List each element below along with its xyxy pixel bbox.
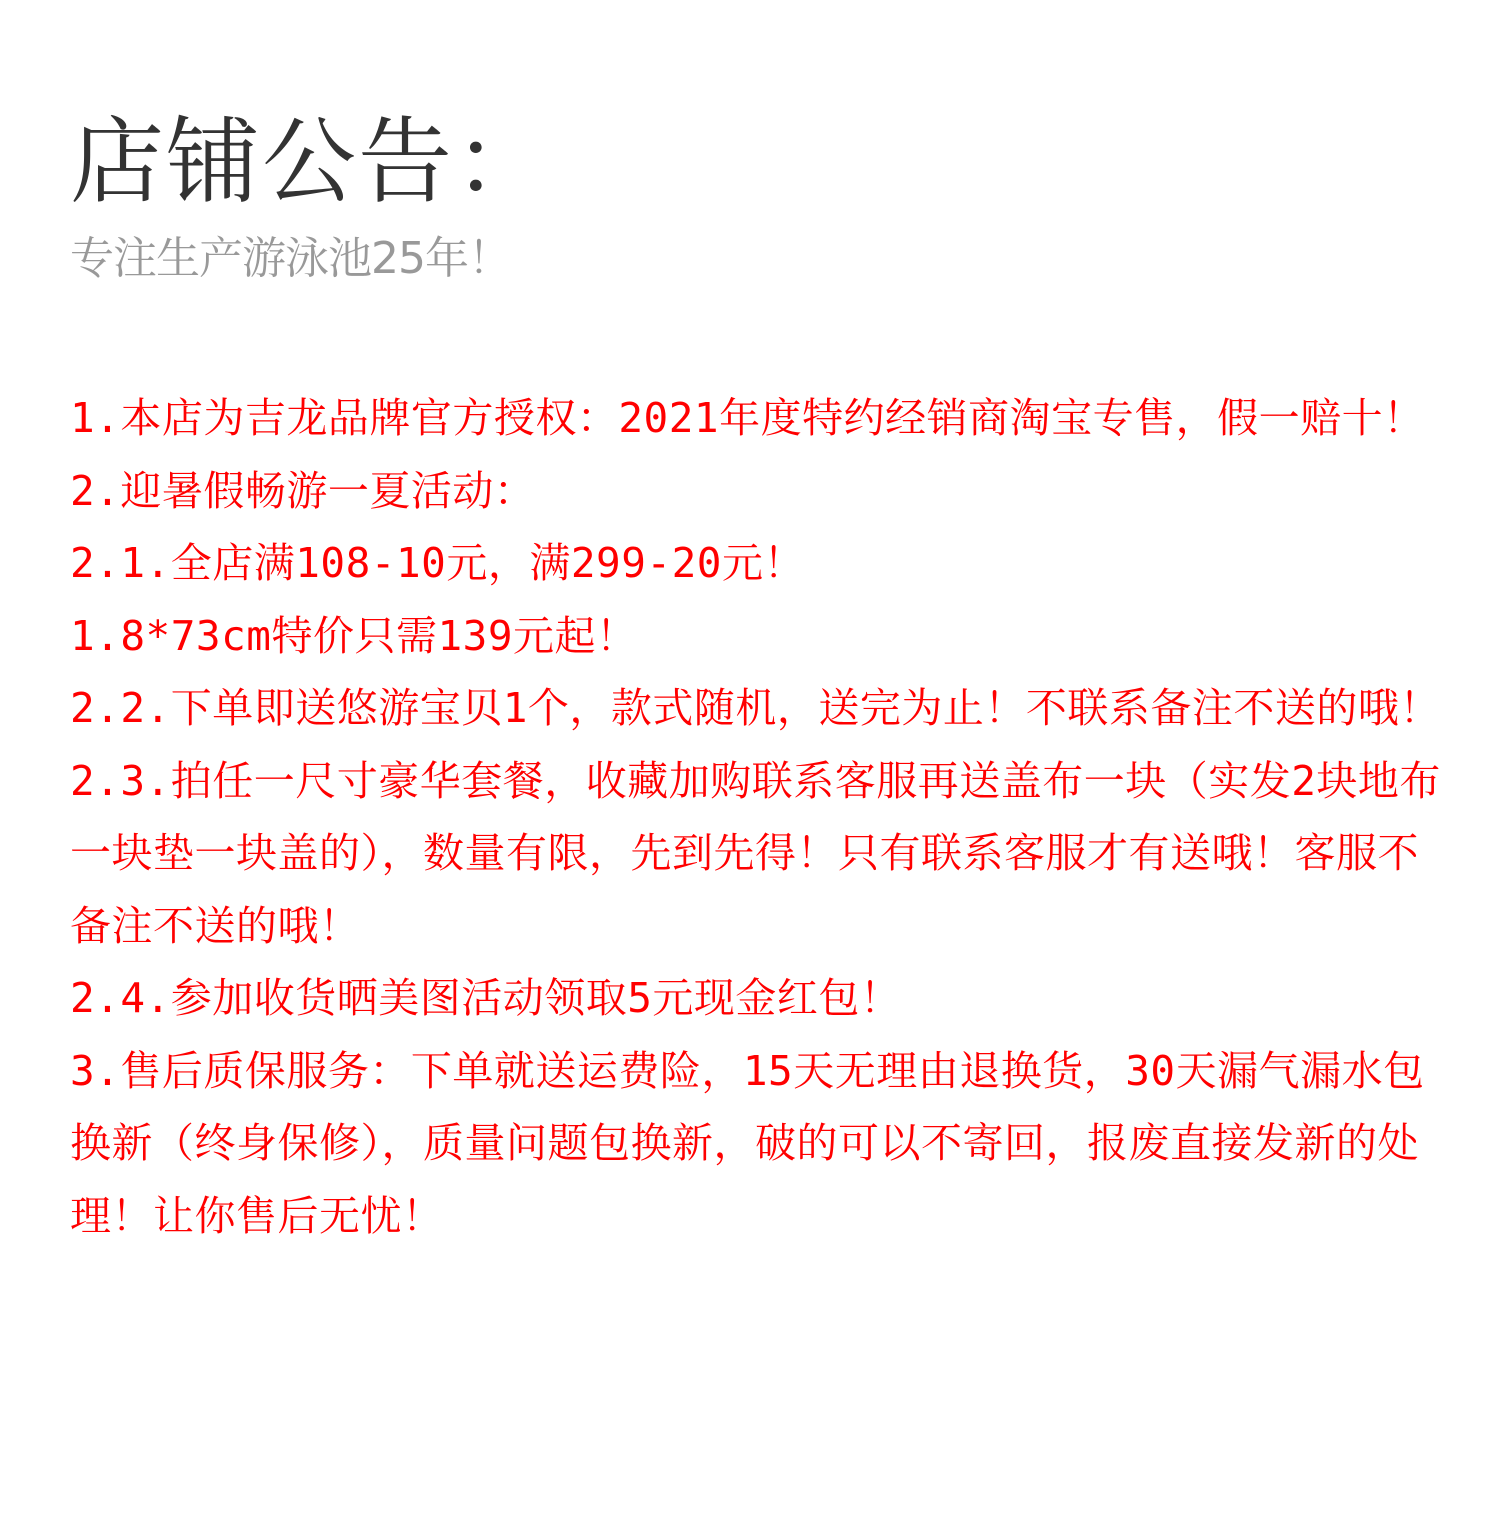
announcement-item-1: 1.本店为吉龙品牌官方授权：2021年度特约经销商淘宝专售，假一赔十！ — [70, 394, 1425, 442]
announcement-item-2-4: 2.4.参加收货晒美图活动领取5元现金红包！ — [70, 974, 902, 1022]
announcement-item-3: 3.售后质保服务：下单就送运费险，15天无理由退换货，30天漏气漏水包换新（终身保修），质量问题包换新，破的可以不寄回，报废直接发新的处理！让你售后无忧！ — [70, 1046, 1425, 1240]
announcement-item-2-1: 2.1.全店满108-10元，满299-20元！ — [70, 539, 805, 587]
announcement-item-2: 2.迎暑假畅游一夏活动： — [70, 466, 536, 515]
notice-subtitle: 专注生产游泳池25年！ — [70, 233, 511, 284]
announcement-item-2-2: 2.2.下单即送悠游宝贝1个，款式随机，送完为止！不联系备注不送的哦！ — [70, 684, 1441, 732]
announcement-list — [70, 382, 1455, 1252]
notice-title: 店铺公告： — [70, 108, 551, 217]
announcement-item-2-3: 2.3.拍任一尺寸豪华套餐，收藏加购联系客服再送盖布一块（实发2块地布一块垫一块盖的），数量有限，先到先得！只有联系客服才有送哦！客服不备注不送的哦！ — [70, 756, 1441, 950]
announcement-item-special-price: 1.8*73cm特价只需139元起！ — [70, 611, 638, 660]
